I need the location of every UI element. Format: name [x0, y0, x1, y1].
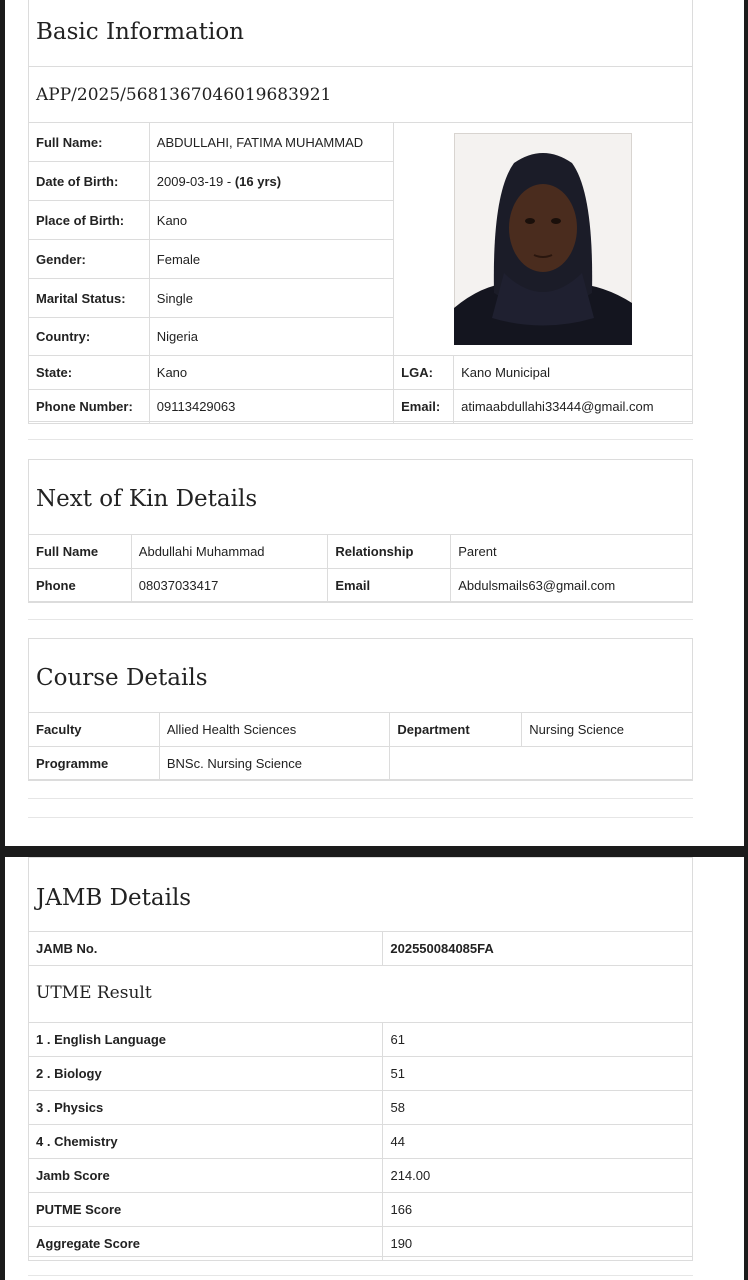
kin-name-label: Full Name — [29, 535, 132, 569]
course-details-title: Course Details — [36, 665, 208, 691]
kin-email-value: Abdulsmails63@gmail.com — [451, 569, 693, 603]
kin-email-label: Email — [328, 569, 451, 603]
jamb-number-label: JAMB No. — [29, 932, 383, 966]
applicant-photo — [454, 133, 632, 345]
full-name-row — [29, 123, 693, 162]
next-of-kin-title: Next of Kin Details — [36, 486, 258, 512]
dob-value: 2009-03-19 - — [156, 173, 235, 189]
right-frame-edge — [744, 0, 748, 1280]
result-value: 51 — [383, 1057, 693, 1091]
utme-result-table — [28, 1022, 693, 1261]
kin-phone-value: 08037033417 — [131, 569, 328, 603]
email-label: Email: — [394, 390, 454, 424]
result-row — [29, 1091, 693, 1125]
course-details-table — [28, 712, 693, 781]
photo-cell — [394, 123, 693, 356]
result-label: 2 . Biology — [29, 1057, 383, 1091]
programme-row — [29, 747, 693, 781]
empty-cell — [390, 747, 693, 781]
faculty-row — [29, 713, 693, 747]
screenshot-divider — [0, 846, 748, 857]
jamb-number-row — [29, 932, 693, 966]
section-divider — [28, 798, 693, 799]
result-value: 61 — [383, 1023, 693, 1057]
result-value: 58 — [383, 1091, 693, 1125]
pob-label: Place of Birth: — [29, 201, 150, 240]
basic-info-table — [28, 122, 693, 424]
result-row — [29, 1125, 693, 1159]
phone-label: Phone Number: — [29, 390, 150, 424]
basic-information-title: Basic Information — [36, 19, 244, 45]
course-details-panel — [28, 638, 693, 780]
full-name-value: ABDULLAHI, FATIMA MUHAMMAD — [149, 123, 393, 162]
result-row — [29, 1227, 693, 1261]
result-label: PUTME Score — [29, 1193, 383, 1227]
kin-phone-label: Phone — [29, 569, 132, 603]
application-number: APP/2025/5681367046019683921 — [36, 85, 332, 105]
pob-value: Kano — [149, 201, 393, 240]
gender-label: Gender: — [29, 240, 150, 279]
jamb-details-panel — [28, 857, 693, 1257]
full-name-label: Full Name: — [29, 123, 150, 162]
result-label: 1 . English Language — [29, 1023, 383, 1057]
left-frame-edge — [0, 0, 5, 1280]
result-row — [29, 1057, 693, 1091]
section-divider — [28, 817, 693, 818]
programme-label: Programme — [29, 747, 160, 781]
department-value: Nursing Science — [522, 713, 693, 747]
utme-result-title: UTME Result — [36, 983, 152, 1003]
jamb-details-title: JAMB Details — [36, 885, 192, 911]
section-divider — [28, 1275, 693, 1276]
jamb-number-value: 202550084085FA — [383, 932, 693, 966]
state-row — [29, 356, 693, 390]
marital-label: Marital Status: — [29, 279, 150, 318]
kin-name-value: Abdullahi Muhammad — [131, 535, 328, 569]
programme-value: BNSc. Nursing Science — [159, 747, 390, 781]
result-row — [29, 1193, 693, 1227]
result-value: 190 — [383, 1227, 693, 1261]
lga-label: LGA: — [394, 356, 454, 390]
next-of-kin-panel — [28, 459, 693, 602]
email-value: atimaabdullahi33444@gmail.com — [454, 390, 693, 424]
marital-value: Single — [149, 279, 393, 318]
next-of-kin-table — [28, 534, 693, 603]
result-value: 44 — [383, 1125, 693, 1159]
department-label: Department — [390, 713, 522, 747]
faculty-label: Faculty — [29, 713, 160, 747]
age-value: (16 yrs) — [234, 173, 282, 189]
phone-row — [29, 390, 693, 424]
result-label: Jamb Score — [29, 1159, 383, 1193]
lga-value: Kano Municipal — [454, 356, 693, 390]
result-row — [29, 1023, 693, 1057]
state-value: Kano — [149, 356, 393, 390]
section-divider — [28, 619, 693, 620]
kin-relationship-value: Parent — [451, 535, 693, 569]
dob-cell — [149, 162, 393, 201]
basic-information-panel — [28, 0, 693, 422]
result-label: Aggregate Score — [29, 1227, 383, 1261]
result-value: 214.00 — [383, 1159, 693, 1193]
title-separator — [29, 66, 692, 67]
result-label: 4 . Chemistry — [29, 1125, 383, 1159]
result-label: 3 . Physics — [29, 1091, 383, 1125]
result-row — [29, 1159, 693, 1193]
kin-contact-row — [29, 569, 693, 603]
dob-label: Date of Birth: — [29, 162, 150, 201]
phone-value: 09113429063 — [149, 390, 393, 424]
country-value: Nigeria — [149, 318, 393, 356]
state-label: State: — [29, 356, 150, 390]
kin-relationship-label: Relationship — [328, 535, 451, 569]
section-divider — [28, 439, 693, 440]
result-value: 166 — [383, 1193, 693, 1227]
jamb-number-table — [28, 931, 693, 966]
kin-name-row — [29, 535, 693, 569]
faculty-value: Allied Health Sciences — [159, 713, 390, 747]
country-label: Country: — [29, 318, 150, 356]
gender-value: Female — [149, 240, 393, 279]
